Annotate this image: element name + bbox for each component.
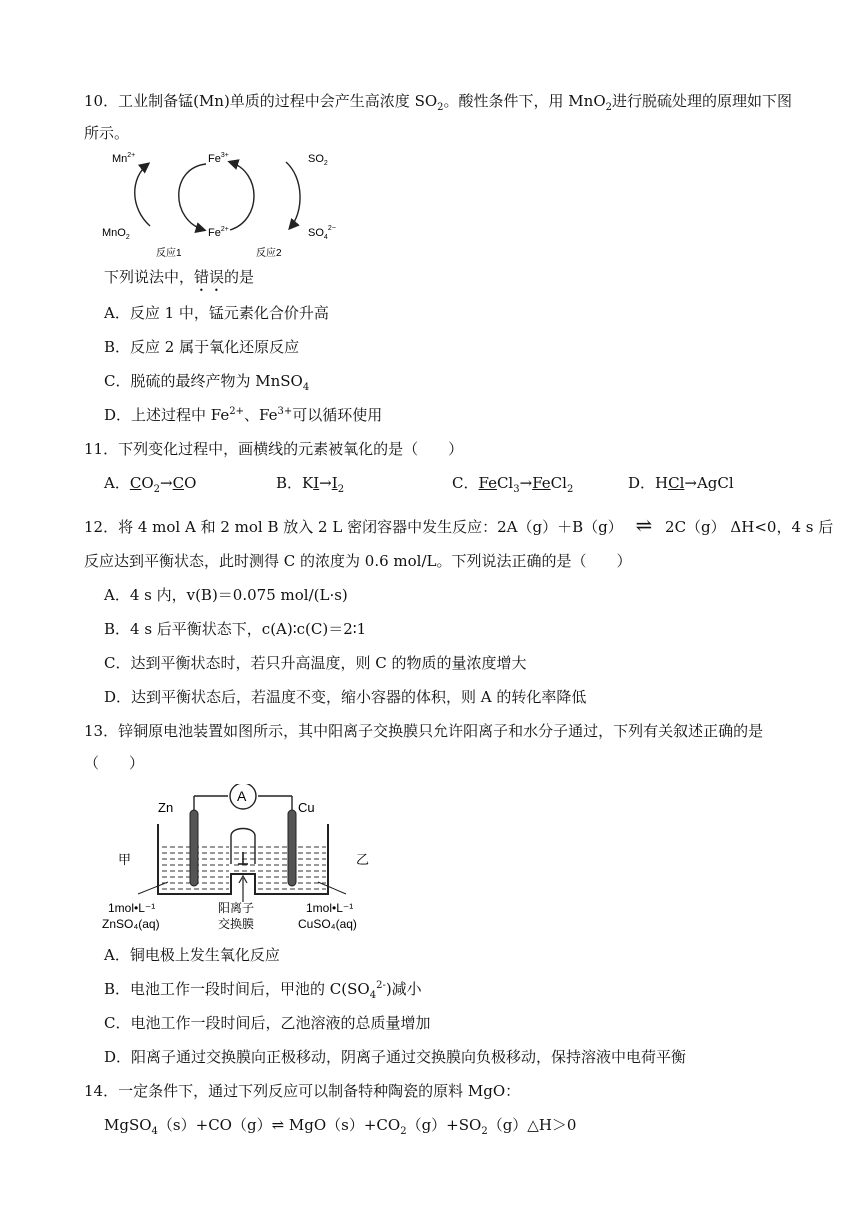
right-solution: CuSO₄(aq): [298, 917, 357, 931]
label-yi: 乙: [356, 852, 370, 867]
label-so4: $SO_4^{2-}$: [308, 225, 336, 241]
label-reaction2: 反应2: [256, 248, 282, 259]
q11-option-a: A．$CO_2\to CO$: [104, 474, 197, 495]
q10-option-b: B．反应 2 属于氧化还原反应: [104, 338, 300, 356]
q13-line2: （ ）: [84, 754, 145, 772]
label-zn: Zn: [158, 800, 174, 815]
label-mn2: $Mn^{2+}$: [112, 152, 136, 165]
arc-left-inner: [179, 164, 206, 230]
q11-option-d: D．HCl→AgCl: [628, 474, 734, 492]
q13-line1: 13．锌铜原电池装置如图所示，其中阳离子交换膜只允许阳离子和水分子通过，下列有关叙述正确的是: [84, 722, 764, 740]
label-fe2: $Fe^{2+}$: [208, 226, 229, 239]
desulfurization-diagram: [90, 148, 350, 260]
q12-option-b: B．4 s 后平衡状态下，c(A)∶c(C)＝2∶1: [104, 620, 367, 638]
q12-line2: 反应达到平衡状态，此时测得 C 的浓度为 0.6 mol/L。下列说法正确的是（ ）: [84, 552, 632, 570]
q13-option-b: B．电池工作一段时间后，甲池的 $C(SO_4^{2-})$减小: [104, 980, 422, 1001]
q13-option-a: A．铜电极上发生氧化反应: [104, 946, 280, 964]
cu-electrode: [288, 810, 296, 886]
label-so2: $SO_2$: [308, 153, 328, 167]
membrane-label-2: 交换膜: [218, 917, 255, 931]
q12-option-d: D．达到平衡状态后，若温度不变，缩小容器的体积，则 A 的转化率降低: [104, 688, 587, 706]
ammeter-label: A: [237, 788, 247, 804]
q11-option-c: C．FeCl$_3$→FeCl$_2$: [452, 474, 574, 495]
q12-option-c: C．达到平衡状态时，若只升高温度，则 C 的物质的量浓度增大: [104, 654, 527, 672]
q12-option-a: A．4 s 内，v(B)＝0.075 mol/(L·s): [104, 586, 348, 604]
zn-electrode: [190, 810, 198, 886]
q11-stem: 11．下列变化过程中，画横线的元素被氧化的是（ ）: [84, 440, 464, 458]
q10-line2: 所示。: [84, 124, 130, 142]
q10-option-d: D．上述过程中 $Fe^{2+}$、$Fe^{3+}$可以循环使用: [104, 406, 383, 424]
q11-options: [104, 472, 764, 494]
q13-option-d: D．阳离子通过交换膜向正极移动，阴离子通过交换膜向负极移动，保持溶液中电荷平衡: [104, 1048, 687, 1066]
label-jia: 甲: [118, 852, 132, 867]
q14-equation: MgSO$_4$（s）+CO（g）⇌ $MgO(s)+CO_2(g)+SO_2(g)\triangle H>0$: [104, 1116, 577, 1137]
arc-right-inner: [230, 162, 254, 230]
q10-line1: 10．工业制备锰(Mn)单质的过程中会产生高浓度 $SO_2$。酸性条件下，用 MnO$_2$进行脱硫处理的原理如下图: [84, 92, 793, 113]
label-reaction1: 反应1: [156, 248, 182, 259]
q14-line1: 14．一定条件下，通过下列反应可以制备特种陶瓷的原料 MgO：: [84, 1082, 521, 1100]
q12-line1: 12．将 4 mol A 和 2 mol B 放入 2 L 密闭容器中发生反应：2A（g）＋B（g） ⇌ 2C（g） ΔH<0，4 s 后: [84, 513, 834, 537]
arc-left-outer: [135, 164, 150, 226]
right-conc: 1mol•L⁻¹: [306, 901, 354, 915]
zinc-copper-cell-diagram: [98, 784, 388, 934]
membrane-label-1: 阳离子: [218, 901, 255, 915]
q10-stem: 下列说法中，错误的是: [104, 268, 255, 286]
label-mno2: MnO$_2$: [102, 227, 130, 241]
q11-option-b: B．$KI\to I_2$: [276, 474, 345, 495]
left-conc: 1mol•L⁻¹: [108, 901, 156, 915]
label-fe3: $Fe^{3+}$: [208, 152, 229, 165]
label-cu: Cu: [298, 800, 315, 815]
q10-option-c: C．脱硫的最终产物为 MnSO$_4$: [104, 372, 310, 393]
q10-option-a: A．反应 1 中，锰元素化合价升高: [104, 304, 329, 322]
q13-option-c: C．电池工作一段时间后，乙池溶液的总质量增加: [104, 1014, 431, 1032]
arc-right-outer: [286, 162, 300, 228]
left-solution: ZnSO₄(aq): [102, 917, 160, 931]
